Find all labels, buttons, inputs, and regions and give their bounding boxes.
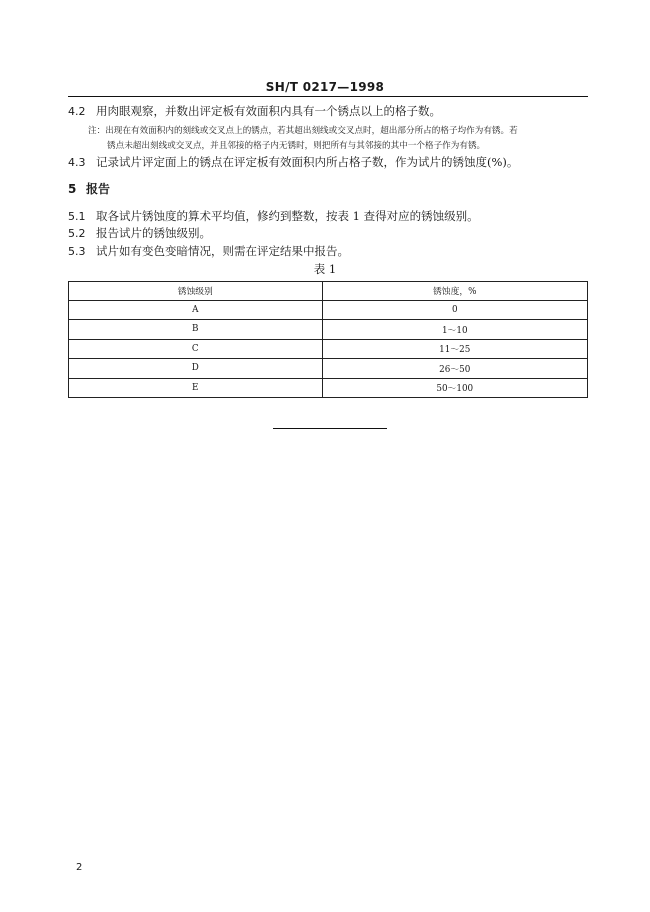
end-of-standard-rule xyxy=(273,428,387,429)
table-row xyxy=(69,378,588,398)
page-number: 2 xyxy=(76,862,83,873)
table-row xyxy=(69,320,588,340)
grade-cell: A xyxy=(69,300,323,320)
clause-number: 4.3 xyxy=(68,156,86,169)
table-header-row xyxy=(69,282,588,301)
note-line-1: 注：出现在有效面积内的刻线或交叉点上的锈点，若其超出刻线或交叉点时，超出部分所占的格子均作为有锈。若 xyxy=(88,126,518,136)
clause-number: 5.3 xyxy=(68,245,86,258)
header-rust-degree: 锈蚀度，% xyxy=(322,282,588,301)
section-number: 5 xyxy=(68,182,77,196)
degree-cell: 1～10 xyxy=(322,320,588,340)
table-caption: 表 1 xyxy=(313,262,337,276)
header-rust-grade: 锈蚀级别 xyxy=(69,282,323,301)
clause-4-3 xyxy=(68,154,518,171)
clause-5-1 xyxy=(68,208,479,225)
clause-5-2 xyxy=(68,225,211,242)
note-line-2: 锈点未超出刻线或交叉点，并且邻接的格子内无锈时，则把所有与其邻接的其中一个格子作为有锈。 xyxy=(107,141,486,151)
clause-text: 用肉眼观察，并数出评定板有效面积内具有一个锈点以上的格子数。 xyxy=(96,104,441,118)
degree-cell: 0 xyxy=(322,300,588,320)
clause-number: 5.2 xyxy=(68,227,86,240)
clause-5-3 xyxy=(68,243,349,260)
table-row xyxy=(69,300,588,320)
clause-text: 记录试片评定面上的锈点在评定板有效面积内所占格子数，作为试片的锈蚀度(%)。 xyxy=(96,155,519,169)
degree-cell: 50～100 xyxy=(322,378,588,398)
rust-grade-table xyxy=(68,281,588,398)
grade-cell: E xyxy=(69,378,323,398)
section-title: 报告 xyxy=(86,182,111,196)
grade-cell: B xyxy=(69,320,323,340)
degree-cell: 26～50 xyxy=(322,359,588,379)
table-row xyxy=(69,339,588,359)
grade-cell: C xyxy=(69,339,323,359)
clause-number: 5.1 xyxy=(68,210,86,223)
table-row xyxy=(69,359,588,379)
clause-number: 4.2 xyxy=(68,105,86,118)
grade-cell: D xyxy=(69,359,323,379)
section-5-heading xyxy=(68,181,110,197)
page-header-standard-number: SH/T 0217—1998 xyxy=(265,80,385,94)
clause-text: 取各试片锈蚀度的算术平均值，修约到整数，按表 1 查得对应的锈蚀级别。 xyxy=(96,209,479,223)
degree-cell: 11～25 xyxy=(322,339,588,359)
clause-text: 试片如有变色变暗情况，则需在评定结果中报告。 xyxy=(96,244,349,258)
header-rule xyxy=(68,96,588,97)
clause-4-2 xyxy=(68,103,441,120)
clause-text: 报告试片的锈蚀级别。 xyxy=(96,226,211,240)
